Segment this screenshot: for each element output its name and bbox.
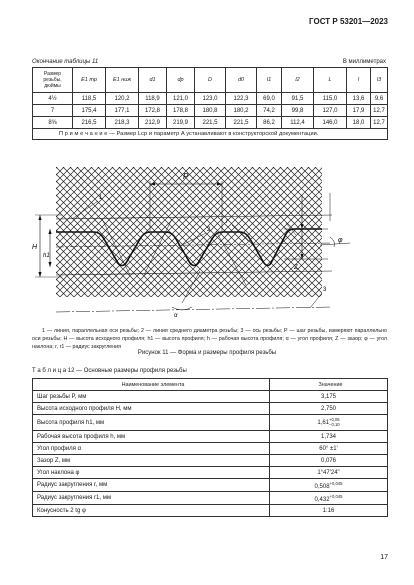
page-number: 17 [380, 554, 388, 561]
thread-profile-figure [32, 157, 387, 323]
table-cell: 219,9 [167, 117, 195, 129]
element-value: 1,734 [270, 431, 388, 443]
table-cell: 212,9 [139, 117, 167, 129]
table11-header-row [33, 68, 388, 93]
table-cell: 123,0 [195, 93, 226, 105]
table11-note: П р и м е ч а н и е — Размер Lср и параметр A устанавливают в конструкторской документации. [33, 129, 388, 140]
thread-axis-line [56, 307, 332, 312]
table11-header: d1 [139, 68, 167, 93]
element-value: 2,750 [270, 403, 388, 415]
table11-header: l1 [257, 68, 282, 93]
col0-header-line3: дюймы [44, 83, 61, 89]
alpha-label: α [174, 313, 178, 319]
table-cell: 221,5 [195, 117, 226, 129]
figure-caption: Рисунок 11 — Форма и размеры профиля резьбы [137, 350, 277, 356]
table-cell: 118,9 [139, 93, 167, 105]
element-name: Высота профиля h1, мм [33, 415, 270, 431]
table-cell: 178,8 [167, 105, 195, 117]
table-row [33, 455, 388, 467]
callout-1-label: 1 [99, 195, 103, 201]
table-row [33, 505, 388, 517]
table11-header: l3 [371, 68, 388, 93]
element-name: Рабочая высота профиля h, мм [33, 431, 270, 443]
table11-col0-header [33, 68, 73, 93]
element-value: 0,508 [314, 483, 330, 490]
table-cell: 86,2 [257, 117, 282, 129]
table-cell: 12,7 [371, 105, 388, 117]
element-value: 0,076 [270, 455, 388, 467]
table-cell: 118,5 [73, 93, 106, 105]
table11-note-row [33, 129, 388, 140]
table-cell: 216,5 [73, 117, 106, 129]
table-cell: 120,2 [106, 93, 139, 105]
Z-label: Z [294, 265, 298, 271]
element-value: 3,175 [270, 391, 388, 403]
table-row [33, 415, 388, 431]
table-cell: 172,8 [139, 105, 167, 117]
col0-header-line2: резьбы, [43, 77, 62, 83]
element-value-cell [270, 415, 388, 431]
table-cell: 7 [33, 105, 73, 117]
table12-title: Т а б л и ц а 12 — Основные размеры профиля резьбы [32, 368, 187, 374]
table-row [33, 479, 388, 492]
table-row [33, 431, 388, 443]
phi-arc [330, 237, 335, 247]
table-cell: 99,8 [282, 105, 314, 117]
element-value-cell [270, 492, 388, 505]
table11 [32, 67, 388, 140]
table-cell: 218,3 [106, 117, 139, 129]
table-row [33, 443, 388, 455]
table12 [32, 378, 388, 517]
tolerance-upper: +0,045 [329, 493, 343, 499]
table11-header: L [314, 68, 347, 93]
table-row [33, 492, 388, 505]
element-name: Угол профиля α [33, 443, 270, 455]
pitch-label: P [183, 172, 189, 181]
table-cell: 180,8 [195, 105, 226, 117]
table-cell: 221,5 [226, 117, 257, 129]
table-cell: 17,9 [347, 105, 371, 117]
table-cell: 127,0 [314, 105, 347, 117]
table-cell: 180,2 [226, 105, 257, 117]
element-name: Радиус закругления r, мм [33, 479, 270, 492]
h1-label: h1 [43, 253, 50, 259]
element-value: 1:16 [270, 505, 388, 517]
standard-header: ГОСТ Р 53201—2023 [309, 17, 388, 26]
table12-header-name: Наименование элемента [33, 379, 270, 391]
table-row [33, 105, 388, 117]
element-name: Высота исходного профиля H, мм [33, 403, 270, 415]
table-cell: 112,4 [282, 117, 314, 129]
table11-header: E1 ниж [106, 68, 139, 93]
table-cell: 74,2 [257, 105, 282, 117]
table12-header-row [33, 379, 388, 391]
table-cell: 177,1 [106, 105, 139, 117]
table-cell: 69,0 [257, 93, 282, 105]
element-value: 0,432 [314, 496, 330, 503]
table-cell: 122,3 [226, 93, 257, 105]
table-cell: 18,0 [347, 117, 371, 129]
table-cell: 146,0 [314, 117, 347, 129]
figure-legend: 1 — линия, параллельная оси резьбы; 2 — линия среднего диаметра резьбы; 3 — ось резьбы; P — шаг резьбы, измеряют параллельно оси резьбы; H — высота исходного профиля; h1 — высота профиля; h — рабочая высота профиля; α — угол профиля; Z — зазор; φ — угол наклона; r, r1 — радиус закругления [32, 328, 387, 350]
element-name: Шаг резьбы P, мм [33, 391, 270, 403]
element-value: 1,61 [317, 420, 330, 427]
table-cell: 91,5 [282, 93, 314, 105]
table12-header-value: Значение [270, 379, 388, 391]
table-row [33, 391, 388, 403]
table11-header: l2 [282, 68, 314, 93]
phi-label: φ [338, 237, 343, 244]
element-name: Зазор Z, мм [33, 455, 270, 467]
table-cell: 9,6 [371, 93, 388, 105]
table11-continuation-title: Окончание таблицы 11 [32, 59, 99, 65]
tolerance-stack [329, 418, 340, 427]
element-name: Конусность 2 tg φ [33, 505, 270, 517]
tolerance-upper: +0,045 [329, 480, 343, 486]
table-row [33, 93, 388, 105]
table-cell: 13,6 [347, 93, 371, 105]
callout-2-label: 2 [207, 227, 211, 233]
table-cell: 175,4 [73, 105, 106, 117]
element-name: Угол наклона φ [33, 467, 270, 479]
table-cell: 8⅝ [33, 117, 73, 129]
callout-3-label: 3 [323, 287, 327, 293]
table11-header: l [347, 68, 371, 93]
table11-header: D [195, 68, 226, 93]
element-value-cell [270, 479, 388, 492]
table-cell: 121,0 [167, 93, 195, 105]
table11-header: E1 тр [73, 68, 106, 93]
table11-units: В миллиметрах [342, 59, 386, 65]
table11-header: dp [167, 68, 195, 93]
table-cell: 115,0 [314, 93, 347, 105]
r-label: r [226, 219, 228, 225]
table-row [33, 117, 388, 129]
H-label: H [32, 244, 38, 251]
tolerance-upper: +0,05 [329, 417, 340, 422]
element-name: Радиус закругления r1, мм [33, 492, 270, 505]
element-value: 60° ±1' [270, 443, 388, 455]
table-row [33, 467, 388, 479]
table-cell: 4½ [33, 93, 73, 105]
table11-header: d0 [226, 68, 257, 93]
table-row [33, 403, 388, 415]
tolerance-lower: −0,10 [329, 421, 340, 427]
table-cell: 12,7 [371, 117, 388, 129]
element-value: 1°47'24" [270, 467, 388, 479]
col0-header-line1: Размер [43, 71, 62, 77]
